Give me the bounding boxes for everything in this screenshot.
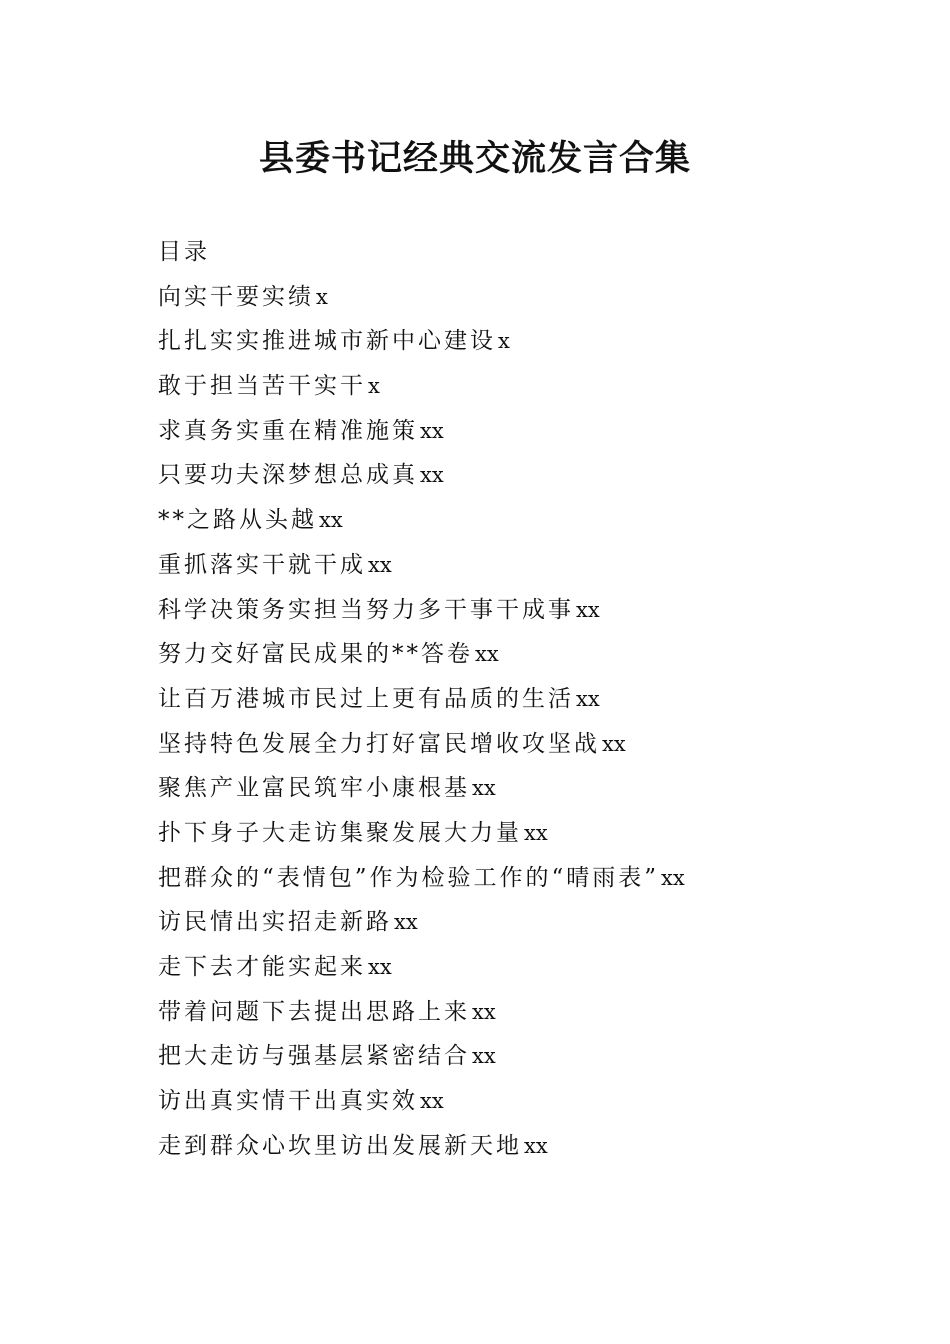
toc-entry-title: 带着问题下去提出思路上来 [158, 998, 470, 1025]
toc-entry-page: xx [472, 776, 496, 801]
toc-entry-title: 把大走访与强基层紧密结合 [158, 1043, 470, 1070]
toc-entry-page: xx [420, 418, 444, 443]
toc-entry-page: xx [319, 508, 343, 533]
toc-entry-title: 只要功夫深梦想总成真 [158, 462, 418, 489]
toc-entry [158, 677, 858, 722]
toc-entry [158, 945, 858, 990]
toc-entry [158, 632, 858, 677]
toc-entry [158, 275, 858, 320]
toc-entry-title: 向实干要实绩 [158, 283, 314, 310]
toc-entry-page: xx [368, 955, 392, 979]
toc-entry-page: xx [420, 463, 444, 488]
toc-entry-title: 访民情出实招走新路 [158, 909, 392, 936]
toc-entry-title: 聚焦产业富民筑牢小康根基 [158, 775, 470, 802]
toc-entry-page: x [498, 329, 510, 354]
toc-entry-title: **之路从头越 [158, 507, 317, 534]
toc-entry-title: 让百万港城市民过上更有品质的生活 [158, 685, 574, 712]
toc-entry [158, 409, 858, 454]
toc-entry [158, 811, 858, 856]
toc-entry-page: xx [524, 1133, 548, 1158]
toc-entry-page: xx [576, 686, 600, 711]
toc-entry [158, 900, 858, 945]
toc-entry-page: xx [576, 597, 600, 622]
toc-entry-page: xx [475, 642, 499, 667]
table-of-contents [158, 230, 858, 1168]
toc-entry-title: 走到群众心坎里访出发展新天地 [158, 1132, 522, 1159]
toc-heading: 目录 [158, 239, 210, 265]
toc-entry-title: 科学决策务实担当努力多干事干成事 [158, 596, 574, 623]
toc-entry-page: xx [368, 552, 392, 577]
toc-entry-page: xx [524, 820, 548, 845]
toc-entry [158, 766, 858, 811]
toc-entry-title: 敢于担当苦干实干 [158, 373, 366, 400]
toc-entry-title: 求真务实重在精准施策 [158, 417, 418, 444]
toc-entry [158, 364, 858, 409]
toc-entry-page: x [368, 374, 380, 399]
toc-entry [158, 498, 858, 543]
toc-entry [158, 1034, 858, 1079]
toc-entry-title: 把群众的“表情包”作为检验工作的“晴雨表” [158, 864, 660, 891]
toc-entry-page: xx [472, 999, 496, 1024]
toc-entry-title: 重抓落实干就干成 [158, 551, 366, 578]
toc-entry-page: x [316, 284, 328, 309]
document-title: 县委书记经典交流发言合集 [258, 138, 691, 179]
toc-entry [158, 990, 858, 1035]
toc-entry-title: 努力交好富民成果的**答卷 [158, 641, 473, 668]
toc-entry-title: 坚持特色发展全力打好富民增收攻坚战 [158, 730, 600, 757]
toc-entry [158, 588, 858, 633]
toc-entry-title: 扎扎实实推进城市新中心建设 [158, 328, 496, 355]
toc-entry-page: xx [394, 910, 418, 935]
toc-entry-page: xx [420, 1089, 444, 1114]
toc-entry-page: xx [602, 731, 626, 756]
toc-entry-page: xx [472, 1044, 496, 1069]
toc-entry [158, 722, 858, 767]
toc-entry-page: xx [661, 865, 685, 890]
toc-entry [158, 319, 858, 364]
toc-entry [158, 856, 858, 901]
toc-entry-title: 走下去才能实起来 [158, 954, 366, 980]
toc-entry [158, 1079, 858, 1124]
toc-entry [158, 453, 858, 498]
toc-entry [158, 543, 858, 588]
toc-entry-title: 访出真实情干出真实效 [158, 1088, 418, 1115]
toc-entry-title: 扑下身子大走访集聚发展大力量 [158, 819, 522, 846]
toc-entry [158, 1124, 858, 1169]
